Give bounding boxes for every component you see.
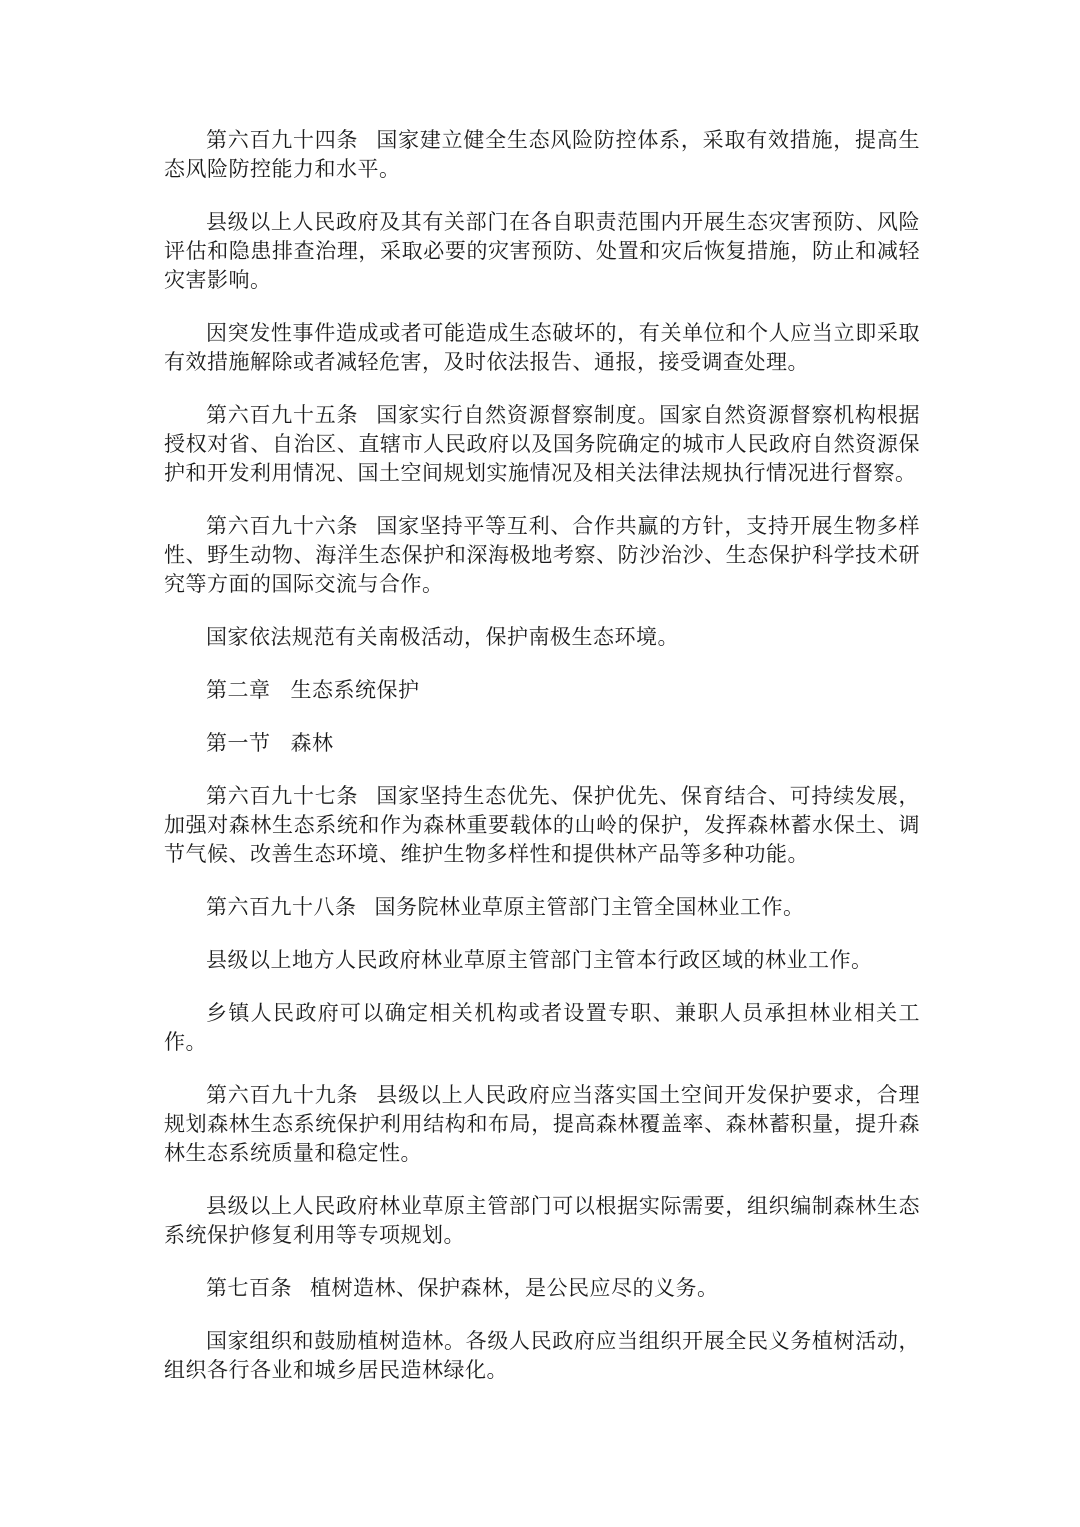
paragraph [164, 999, 920, 1057]
article-695 [164, 401, 920, 488]
section-number: 第一节 [206, 731, 271, 755]
paragraph [164, 319, 920, 377]
article-text: 县级以上人民政府应当落实国土空间开发保护要求，合理规划森林生态系统保护利用结构和布局，提高森林覆盖率、森林蓄积量，提升森林生态系统质量和稳定性。 [164, 1083, 921, 1165]
chapter-heading [164, 676, 920, 705]
section-title: 森林 [290, 731, 334, 755]
article-text: 国务院林业草原主管部门主管全国林业工作。 [374, 895, 805, 919]
paragraph [164, 1192, 920, 1250]
article-number: 第六百九十八条 [206, 895, 357, 919]
paragraph-text: 县级以上地方人民政府林业草原主管部门主管本行政区域的林业工作。 [206, 948, 873, 972]
article-698 [164, 893, 920, 922]
article-number: 第六百九十四条 [206, 128, 359, 152]
article-number: 第六百九十五条 [206, 403, 359, 427]
paragraph-text: 县级以上人民政府及其有关部门在各自职责范围内开展生态灾害预防、风险评估和隐患排查治理，采取必要的灾害预防、处置和灾后恢复措施，防止和减轻灾害影响。 [164, 210, 920, 292]
paragraph [164, 623, 920, 652]
article-text: 国家坚持生态优先、保护优先、保育结合、可持续发展，加强对森林生态系统和作为森林重要载体的山岭的保护，发挥森林蓄水保土、调节气候、改善生态环境、维护生物多样性和提供林产品等多种功能。 [164, 784, 921, 866]
article-694 [164, 126, 920, 184]
paragraph [164, 208, 920, 295]
paragraph [164, 946, 920, 975]
document-body [164, 126, 920, 1409]
article-700 [164, 1274, 920, 1303]
article-699 [164, 1081, 920, 1168]
article-text: 国家坚持平等互利、合作共赢的方针，支持开展生物多样性、野生动物、海洋生态保护和深海极地考察、防沙治沙、生态保护科学技术研究等方面的国际交流与合作。 [164, 514, 921, 596]
paragraph-text: 国家依法规范有关南极活动，保护南极生态环境。 [206, 625, 679, 649]
chapter-number: 第二章 [206, 678, 271, 702]
paragraph-text: 乡镇人民政府可以确定相关机构或者设置专职、兼职人员承担林业相关工作。 [164, 1001, 920, 1054]
paragraph-text: 因突发性事件造成或者可能造成生态破坏的，有关单位和个人应当立即采取有效措施解除或者减轻危害，及时依法报告、通报，接受调查处理。 [164, 321, 920, 374]
article-number: 第六百九十六条 [206, 514, 359, 538]
article-number: 第六百九十九条 [206, 1083, 359, 1107]
paragraph-text: 国家组织和鼓励植树造林。各级人民政府应当组织开展全民义务植树活动，组织各行各业和城乡居民造林绿化。 [164, 1329, 920, 1382]
article-text: 植树造林、保护森林，是公民应尽的义务。 [310, 1276, 719, 1300]
chapter-title: 生态系统保护 [290, 678, 420, 702]
paragraph [164, 1327, 920, 1385]
article-number: 第七百条 [206, 1276, 292, 1300]
article-text: 国家建立健全生态风险防控体系，采取有效措施，提高生态风险防控能力和水平。 [164, 128, 921, 181]
article-number: 第六百九十七条 [206, 784, 359, 808]
paragraph-text: 县级以上人民政府林业草原主管部门可以根据实际需要，组织编制森林生态系统保护修复利用等专项规划。 [164, 1194, 920, 1247]
article-696 [164, 512, 920, 599]
section-heading [164, 729, 920, 758]
article-text: 国家实行自然资源督察制度。国家自然资源督察机构根据授权对省、自治区、直辖市人民政府以及国务院确定的城市人民政府自然资源保护和开发利用情况、国土空间规划实施情况及相关法律法规执行情况进行督察。 [164, 403, 921, 485]
article-697 [164, 782, 920, 869]
